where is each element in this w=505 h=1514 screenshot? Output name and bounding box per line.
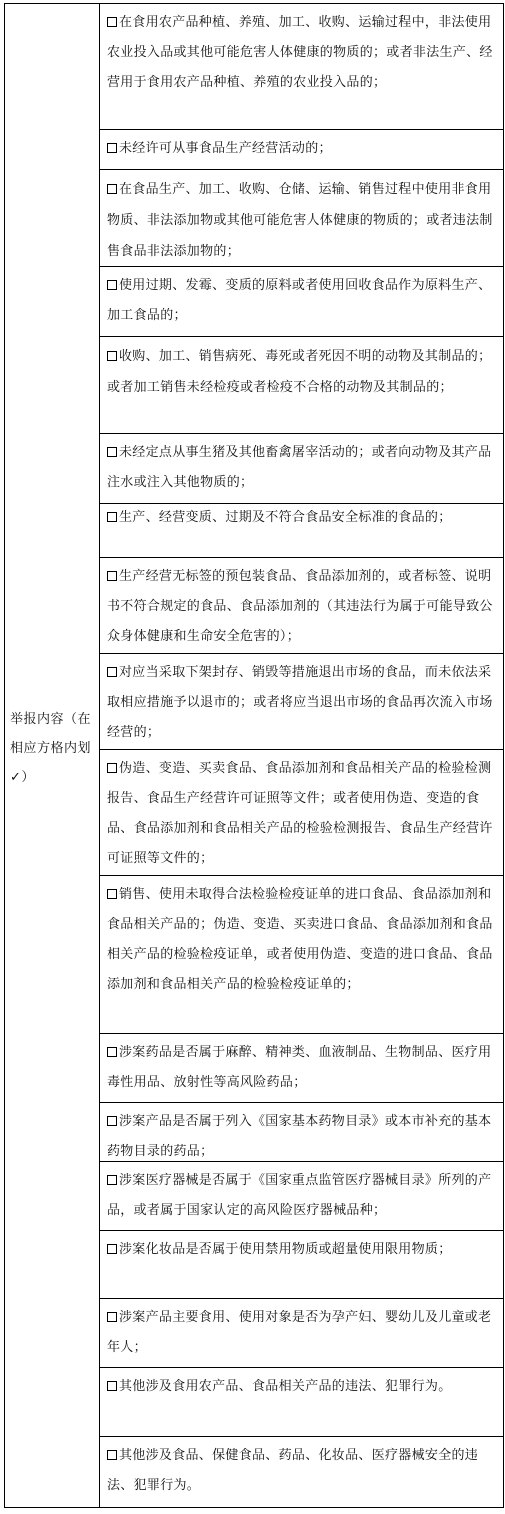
option-row[interactable] [99,1033,504,1102]
option-row[interactable] [99,266,504,336]
checkbox[interactable] [107,447,117,457]
option-row[interactable] [99,169,504,266]
checkbox[interactable] [107,184,117,194]
option-row[interactable] [99,336,504,433]
option-text: 未经定点从事生猪及其他畜禽屠宰活动的；或者向动物及其产品注水或注入其他物质的； [107,445,492,490]
option-text: 生产、经营变质、过期及不符合食品安全标准的食品的； [119,510,452,525]
option-text: 涉案药品是否属于麻醉、精神类、血液制品、生物制品、医疗用毒性用品、放射性等高风险药品； [107,1045,492,1090]
checkbox[interactable] [107,1312,117,1322]
checkbox[interactable] [107,1175,117,1185]
report-content-label: 举报内容（在相应方格内划✓） [10,712,92,785]
option-text: 涉案产品主要食用、使用对象是否为孕产妇、婴幼儿及儿童或老年人； [107,1310,492,1355]
option-row[interactable] [99,1230,504,1298]
checkbox[interactable] [107,1244,117,1254]
option-text: 涉案化妆品是否属于使用禁用物质或超量使用限用物质； [119,1242,452,1257]
option-text: 收购、加工、销售病死、毒死或者死因不明的动物及其制品的；或者加工销售未经检疫或者检疫不合格的动物及其制品的； [107,349,492,395]
checkbox[interactable] [107,571,117,581]
option-row[interactable] [99,1298,504,1367]
option-text: 生产经营无标签的预包装食品、食品添加剂的，或者标签、说明书不符合规定的食品、食品添加剂的（其违法行为属于可能导致公众身体健康和生命安全危害的）； [107,569,493,644]
option-row[interactable] [99,1102,504,1161]
option-text: 涉案产品是否属于列入《国家基本药物目录》或本市补充的基本药物目录的药品； [107,1114,492,1159]
option-row[interactable] [99,875,504,1033]
option-row[interactable] [99,1161,504,1230]
checkbox[interactable] [107,889,117,899]
option-text: 使用过期、发霉、变质的原料或者使用回收食品作为原料生产、加工食品的； [107,278,492,323]
option-row[interactable] [99,503,504,557]
complaint-content-table [4,3,504,1508]
checkbox[interactable] [107,512,117,522]
checkbox[interactable] [107,1047,117,1057]
checkbox[interactable] [107,17,117,27]
option-row[interactable] [99,1436,504,1508]
checkbox[interactable] [107,351,117,361]
checkbox[interactable] [107,280,117,290]
checkbox[interactable] [107,763,117,773]
option-text: 其他涉及食用农产品、食品相关产品的违法、犯罪行为。 [119,1379,452,1394]
option-text: 其他涉及食品、保健食品、药品、化妆品、医疗器械安全的违法、犯罪行为。 [107,1448,479,1493]
label-cell [4,3,99,1508]
checkbox[interactable] [107,1116,117,1126]
checkbox[interactable] [107,1381,117,1391]
option-text: 伪造、变造、买卖食品、食品添加剂和食品相关产品的检验检测报告、食品生产经营许可证照等文件；或者使用伪造、变造的食品、食品添加剂和食品相关产品的检验检测报告、食品生产经营许可证照等文件的； [107,761,493,866]
option-row[interactable] [99,433,504,503]
options-column [99,3,504,1508]
option-row[interactable] [99,1367,504,1436]
option-text: 在食品生产、加工、收购、仓储、运输、销售过程中使用非食用物质、非法添加物或其他可能危害人体健康的物质的；或者违法制售食品非法添加物的； [107,182,493,259]
option-row[interactable] [99,749,504,875]
option-text: 在食用农产品种植、养殖、加工、收购、运输过程中，非法使用农业投入品或其他可能危害人体健康的物质的；或者非法生产、经营用于食用农产品种植、养殖的农业投入品的； [107,15,493,90]
option-text: 涉案医疗器械是否属于《国家重点监管医疗器械目录》所列的产品，或者属于国家认定的高风险医疗器械品种； [107,1173,492,1218]
option-text: 销售、使用未取得合法检验检疫证单的进口食品、食品添加剂和食品相关产品的；伪造、变造、买卖进口食品、食品添加剂和食品相关产品的检验检疫证单，或者使用伪造、变造的进口食品、食品添加剂和食品相关产品的检验检疫证单的； [107,887,493,992]
option-text: 对应当采取下架封存、销毁等措施退出市场的食品，而未依法采取相应措施予以退市的；或者将应当退出市场的食品再次流入市场经营的； [107,665,493,740]
checkbox[interactable] [107,143,117,153]
option-text: 未经许可从事食品生产经营活动的； [119,141,332,156]
checkbox[interactable] [107,667,117,677]
option-row[interactable] [99,129,504,169]
option-row[interactable] [99,557,504,653]
option-row[interactable] [99,3,504,129]
checkbox[interactable] [107,1450,117,1460]
option-row[interactable] [99,653,504,749]
